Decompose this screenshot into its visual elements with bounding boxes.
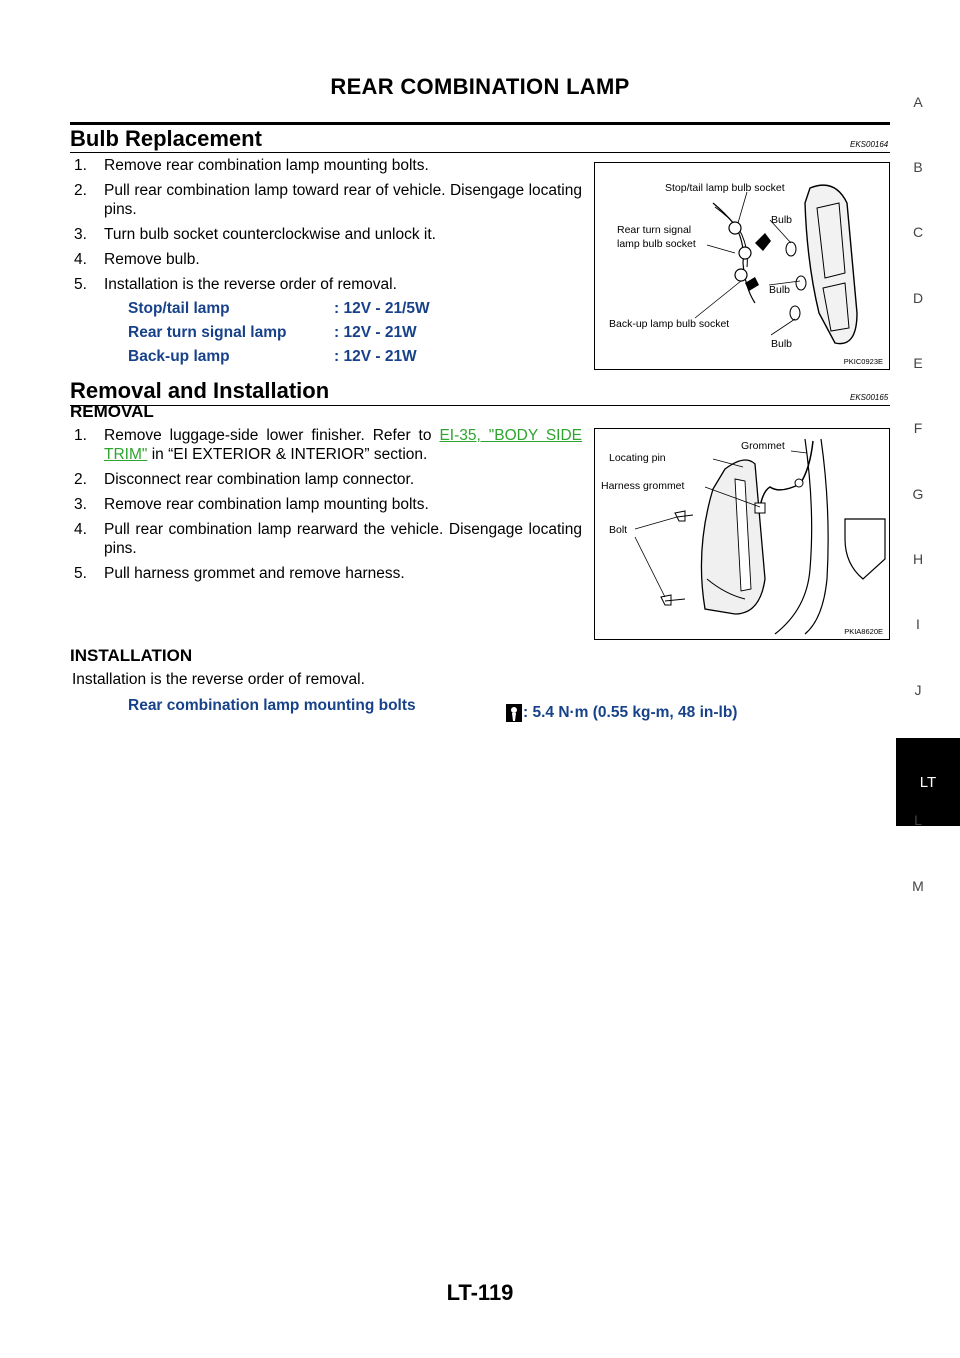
harness-grommet-label: Harness grommet [601,480,685,492]
section-code: EKS00164 [850,140,889,149]
side-index-l[interactable]: L [914,812,922,828]
side-index-i[interactable]: I [916,616,920,632]
side-index-c[interactable]: C [912,224,924,240]
list-item: 2. Disconnect rear combination lamp connector. [74,471,415,488]
side-index-m[interactable]: M [912,878,924,894]
section-title-bulb-replacement: Bulb Replacement [70,126,262,151]
harness-grommet-figure [594,428,890,640]
bulb-replacement-steps [72,156,582,300]
section-title-removal-installation: Removal and Installation [70,378,330,403]
locating-pin-label: Locating pin [609,452,666,464]
bulb-label: Bulb [769,284,791,296]
header-rule [70,122,890,125]
list-item: 5. Pull harness grommet and remove harness. [74,565,405,582]
body-side-trim-link[interactable]: EI-35, "BODY SIDE TRIM" [104,427,583,463]
list-item: 5. Installation is the reverse order of removal. [74,276,397,293]
rear-turn-socket-label-line2: lamp bulb socket [617,238,696,250]
bulb-socket-illustration [595,163,889,369]
harness-grommet-illustration [595,429,889,639]
figure-code: PKIA8620E [844,627,883,636]
spec-row: Rear turn signal lamp : 12V - 21W [128,324,417,341]
torque-wrench-icon [506,704,522,722]
bulb-spec-table [128,300,528,372]
installation-heading: INSTALLATION [70,646,193,665]
grommet-label: Grommet [741,440,785,452]
spec-row: Back-up lamp : 12V - 21W [128,348,417,365]
page-number: LT-119 [446,1280,514,1305]
section-code: EKS00165 [850,393,889,402]
bolt-label: Bolt [609,524,628,536]
torque-label: Rear combination lamp mounting bolts [128,697,416,714]
stop-tail-socket-label: Stop/tail lamp bulb socket [665,182,785,194]
backup-socket-label: Back-up lamp bulb socket [609,318,730,330]
list-item: 1. Remove luggage-side lower finisher. Refer to EI-35, "BODY SIDE TRIM" in “EI EXTERIOR & INTERIOR” section. [74,427,583,463]
section-rule [70,405,890,406]
bulb-label: Bulb [771,214,793,226]
side-index-e[interactable]: E [913,355,923,371]
section-rule [70,152,890,153]
side-index-b[interactable]: B [913,159,923,175]
page-title: REAR COMBINATION LAMP [330,74,630,99]
list-item: 2. Pull rear combination lamp toward rear of vehicle. Disengage locating pins. [74,182,582,218]
figure-code: PKIC0923E [843,357,883,366]
side-index-j[interactable]: J [914,682,922,698]
rear-turn-socket-label-line1: Rear turn signal [617,224,692,236]
bulb-socket-figure [594,162,890,370]
side-index-g[interactable]: G [912,486,924,502]
spec-row: Stop/tail lamp : 12V - 21/5W [128,300,430,317]
side-index-h[interactable]: H [912,551,924,567]
removal-heading: REMOVAL [70,402,154,421]
side-index-a[interactable]: A [913,94,923,110]
bulb-label: Bulb [771,338,793,350]
list-item: 4. Pull rear combination lamp rearward the vehicle. Disengage locating pins. [74,521,582,557]
list-item: 4. Remove bulb. [74,251,200,268]
list-item: 1. Remove rear combination lamp mounting bolts. [74,157,429,174]
removal-steps [72,426,582,589]
side-index-f[interactable]: F [913,420,923,436]
installation-text: Installation is the reverse order of removal. [72,671,365,688]
side-index-d[interactable]: D [912,290,924,306]
torque-spec: : 5.4 N·m (0.55 kg-m, 48 in-lb) [506,704,826,722]
side-index-lt-active[interactable]: LT [896,738,960,826]
list-item: 3. Turn bulb socket counterclockwise and unlock it. [74,226,436,243]
list-item: 3. Remove rear combination lamp mounting bolts. [74,496,429,513]
